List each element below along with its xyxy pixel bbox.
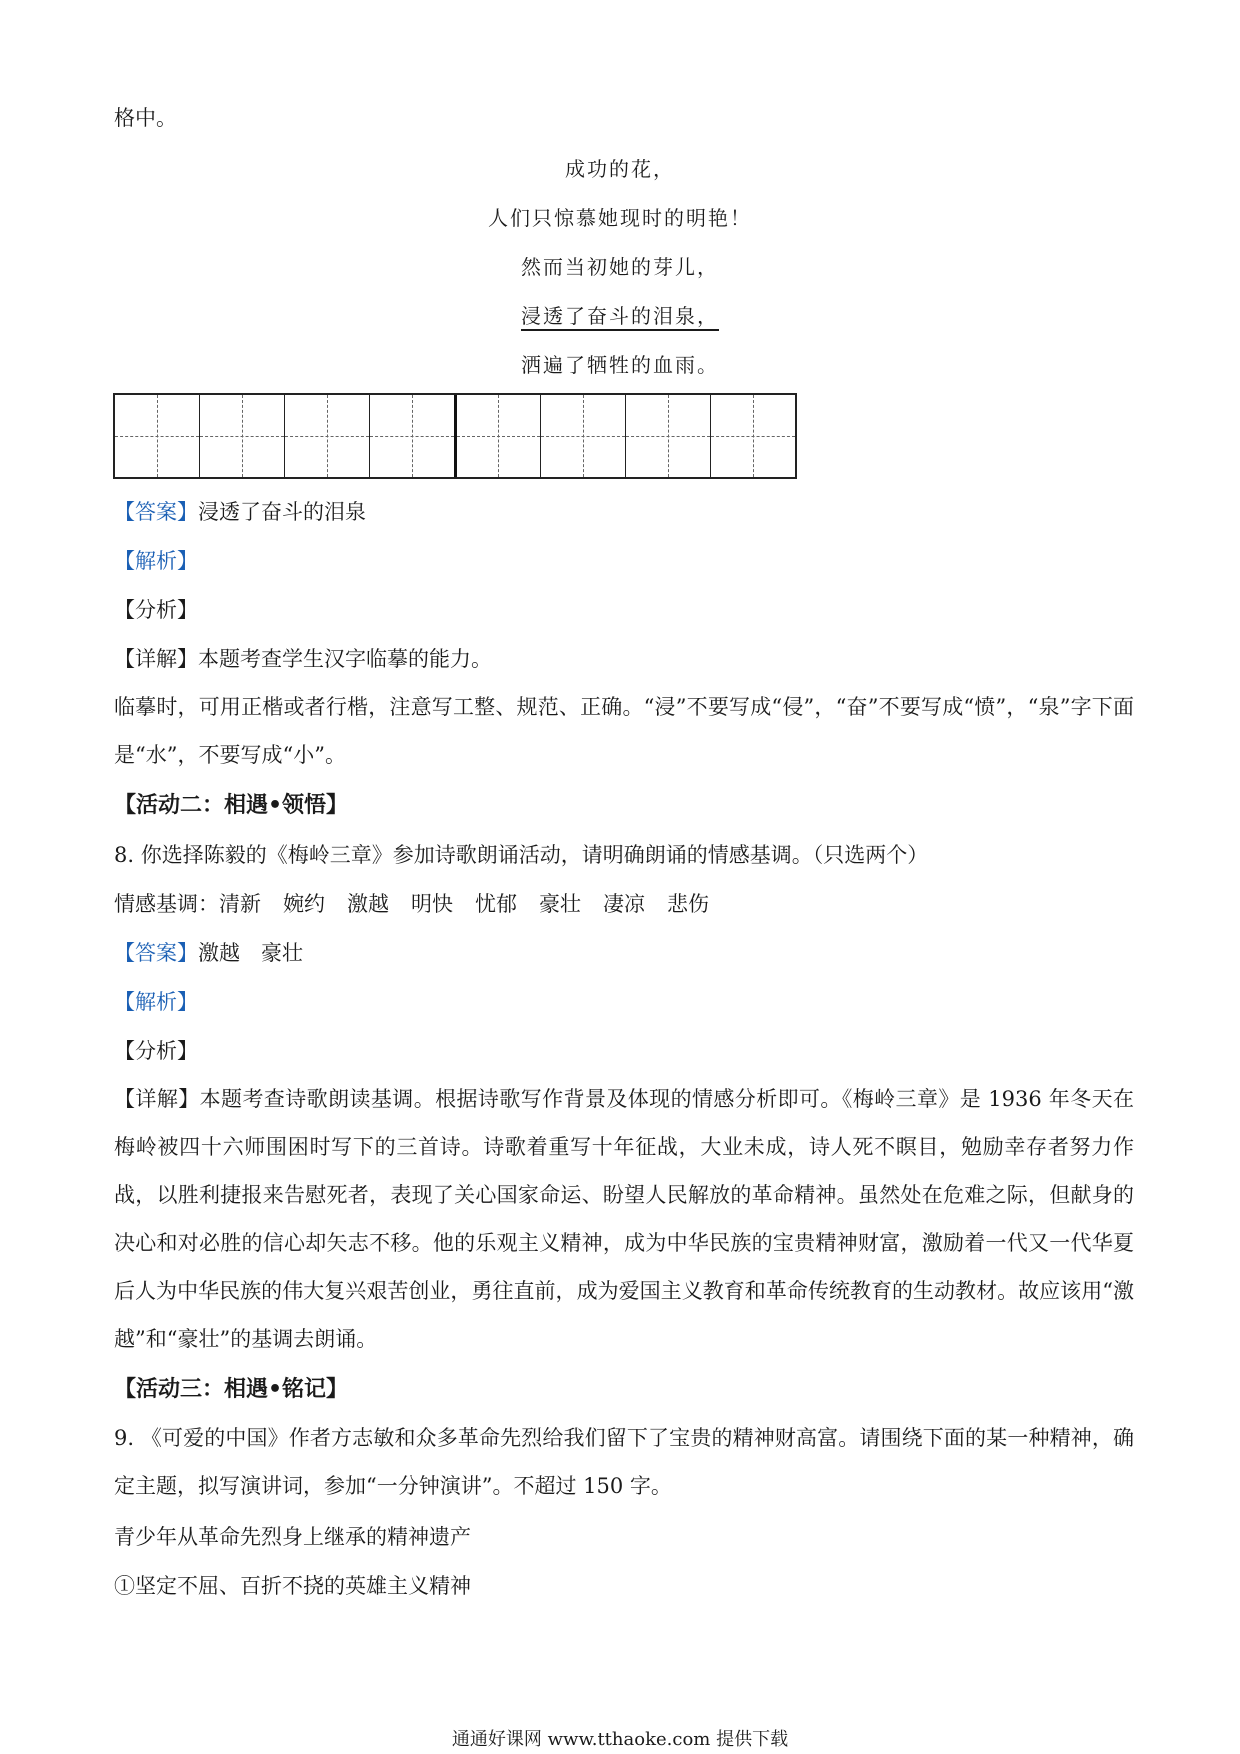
grid-cell	[200, 395, 285, 477]
activity-2-heading: 【活动二：相遇•领悟】	[114, 793, 349, 818]
activity-3-heading: 【活动三：相遇•铭记】	[114, 1377, 349, 1402]
q8-analysis-tag	[114, 987, 1134, 1017]
q7-detail-paragraph: 临摹时，可用正楷或者行楷，注意写工整、规范、正确。“浸”不要写成“侵”，“奋”不要写成“愤”，“泉”字下面是“水”，不要写成“小”。	[114, 695, 1134, 767]
grid-cell	[370, 395, 457, 477]
options-label: 情感基调：	[114, 892, 219, 916]
writing-grid	[113, 393, 797, 479]
top-fragment: 格中。	[114, 106, 177, 130]
option: 清新	[219, 892, 261, 916]
option: 激越	[347, 892, 389, 916]
poem-line-5: 洒遍了牺牲的血雨。	[521, 353, 719, 377]
q7-fenxi: 【分析】	[114, 598, 198, 622]
q9-question: 9. 《可爱的中国》作者方志敏和众多革命先烈给我们留下了宝贵的精神财高富。请围绕下面的某一种精神，确定主题，拟写演讲词，参加“一分钟演讲”。不超过 150 字。	[114, 1426, 1134, 1498]
q8-fenxi: 【分析】	[114, 1039, 198, 1063]
option: 明快	[411, 892, 453, 916]
option: 忧郁	[475, 892, 517, 916]
q8-options	[114, 889, 1134, 919]
option: 婉约	[283, 892, 325, 916]
poem-line-3: 然而当初她的芽儿，	[521, 255, 719, 279]
q8-question: 8. 你选择陈毅的《梅岭三章》参加诗歌朗诵活动，请明确朗诵的情感基调。（只选两个）	[114, 843, 929, 867]
analysis-tag: 【解析】	[114, 990, 198, 1014]
poem-line-1: 成功的花，	[565, 157, 675, 181]
detail-text: 本题考查学生汉字临摹的能力。	[198, 647, 492, 671]
grid-cell	[115, 395, 200, 477]
q9-item-1: ①坚定不屈、百折不挠的英雄主义精神	[114, 1574, 471, 1598]
answer-text: 激越 豪壮	[198, 941, 303, 965]
q7-answer	[114, 497, 1134, 527]
q9-subtitle: 青少年从革命先烈身上继承的精神遗产	[114, 1525, 471, 1549]
analysis-tag: 【解析】	[114, 549, 198, 573]
detail-text: 本题考查诗歌朗读基调。根据诗歌写作背景及体现的情感分析即可。《梅岭三章》是 1936 年冬天在梅岭被四十六师围困时写下的三首诗。诗歌着重写十年征战，大业未成，诗人死不瞑目，勉励幸存者努力作战，以胜利捷报来告慰死者，表现了关心国家命运、盼望人民解放的革命精神。虽然处在危难之际，但献身的决心和对必胜的信心却矢志不移。他的乐观主义精神，成为中华民族的宝贵精神财富，激励着一代又一代华夏后人为中华民族的伟大复兴艰苦创业，勇往直前，成为爱国主义教育和革命传统教育的生动教材。故应该用“激越”和“豪壮”的基调去朗诵。	[114, 1087, 1135, 1351]
detail-tag: 【详解】	[114, 647, 198, 671]
q7-detail	[114, 644, 1134, 674]
grid-cell	[457, 395, 542, 477]
grid-cell	[285, 395, 370, 477]
poem-line-2: 人们只惊慕她现时的明艳！	[488, 206, 752, 230]
poem-line-4: 浸透了奋斗的泪泉，	[521, 304, 719, 328]
answer-tag: 【答案】	[114, 500, 198, 524]
grid-cell	[711, 395, 795, 477]
q7-analysis-tag	[114, 546, 1134, 576]
answer-tag: 【答案】	[114, 941, 198, 965]
page-footer: 通通好课网 www.tthaoke.com 提供下载	[451, 1729, 789, 1750]
option: 悲伤	[667, 892, 709, 916]
grid-cell	[541, 395, 626, 477]
option: 凄凉	[603, 892, 645, 916]
q8-detail-paragraph	[114, 1075, 1134, 1363]
detail-tag: 【详解】	[114, 1087, 200, 1111]
option: 豪壮	[539, 892, 581, 916]
q8-answer	[114, 938, 1134, 968]
grid-cell	[626, 395, 711, 477]
answer-text: 浸透了奋斗的泪泉	[198, 500, 366, 524]
